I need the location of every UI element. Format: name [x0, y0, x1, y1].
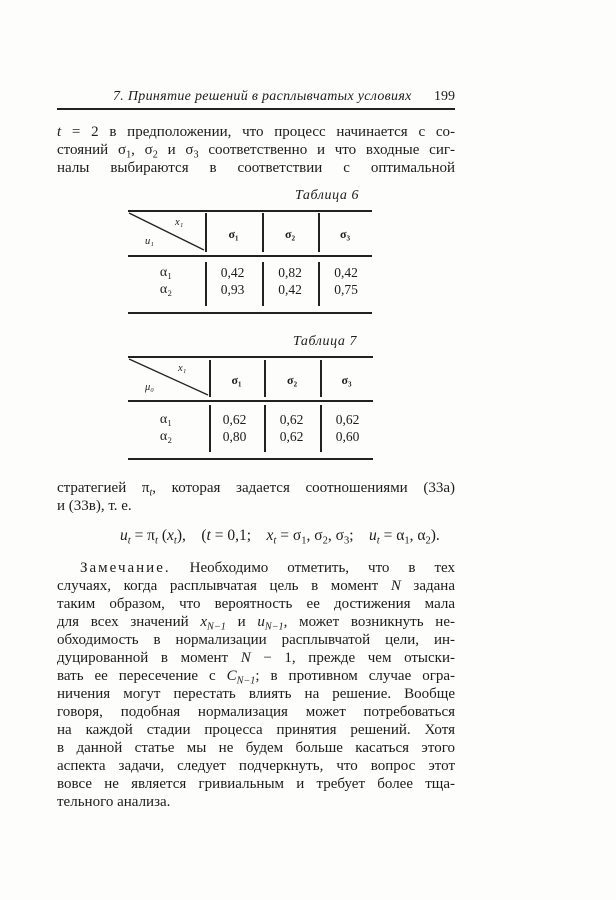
- table-corner-diagonal: [128, 210, 208, 256]
- text-line: [57, 159, 455, 177]
- text-run: u: [257, 614, 265, 630]
- text-run: 1: [126, 149, 132, 161]
- text-line: [57, 793, 455, 811]
- text-run: , σ: [327, 527, 344, 544]
- table-cell: 0,42: [334, 265, 358, 280]
- column-header: σ₃: [339, 227, 351, 241]
- text-run: в данной статье мы не будем больше касаться этого: [57, 740, 455, 756]
- corner-column-variable: x₁: [175, 217, 184, 228]
- text-run: = π: [130, 527, 156, 544]
- column-header: σ₁: [231, 373, 242, 387]
- text-run: t: [57, 124, 62, 140]
- text-run: ничения могут перестать влиять на решение. Вообще: [57, 686, 455, 702]
- text-run: = σ: [276, 527, 302, 544]
- table-cell: 0,62: [279, 429, 304, 444]
- text-line: [57, 577, 455, 595]
- text-run: t: [273, 535, 277, 547]
- text-run: t: [127, 535, 131, 547]
- text-line: [57, 595, 455, 613]
- table-caption: Таблица 7: [293, 334, 358, 349]
- text-run: = α: [379, 527, 405, 544]
- text-run: C: [226, 668, 237, 684]
- text-run: Замечание.: [80, 560, 171, 576]
- row-label: α₁: [159, 412, 173, 427]
- text-run: x: [167, 527, 174, 544]
- corner-row-variable: μ₀: [145, 382, 154, 393]
- text-line: [57, 757, 455, 775]
- table-6: [128, 210, 372, 315]
- text-line: [57, 613, 455, 631]
- column-header: σ₂: [286, 373, 298, 387]
- text-line: [57, 775, 455, 793]
- text-line: [57, 649, 455, 667]
- row-label: α₁: [159, 265, 173, 280]
- table-bottom-rule: [128, 312, 372, 314]
- text-run: 3: [343, 535, 350, 547]
- text-run: N−1: [207, 621, 226, 633]
- text-run: , σ: [131, 142, 153, 158]
- table-cell: 0,75: [334, 282, 358, 297]
- text-run: , может возникнуть не-: [283, 614, 455, 630]
- text-run: таким образом, что вероятность ее достижения мала: [57, 596, 455, 612]
- text-run: 2: [152, 149, 158, 161]
- text-run: вовсе не является гривиальным и требует более тща-: [57, 776, 455, 792]
- text-run: = 2 в предположении, что процесс начинается с со-: [61, 124, 455, 140]
- text-run: N−1: [264, 621, 284, 633]
- text-run: 2: [425, 535, 431, 547]
- text-run: t: [206, 527, 211, 544]
- text-run: на каждой стадии процесса принятия решений. Хотя: [57, 722, 455, 738]
- corner-column-variable: x₁: [178, 363, 187, 374]
- text-run: 1: [301, 535, 307, 547]
- text-run: 3: [193, 149, 199, 161]
- text-run: 1: [404, 535, 410, 547]
- text-run: и: [225, 614, 258, 630]
- running-header-title: 7. Принятие решений в расплывчатых условиях: [113, 89, 412, 104]
- text-run: стратегией π: [57, 480, 150, 496]
- text-run: налы выбираются в соответствии с оптимальной: [57, 160, 455, 176]
- text-run: , σ: [306, 527, 323, 544]
- table-bottom-rule: [128, 458, 373, 460]
- text-run: − 1, прежде чем отыски-: [250, 650, 455, 666]
- text-run: задана: [400, 578, 455, 594]
- text-run: стояний σ: [57, 142, 127, 158]
- text-run: u: [369, 527, 377, 544]
- table-7: [128, 356, 373, 461]
- header-rule: [57, 108, 455, 110]
- text-line: [57, 685, 455, 703]
- text-run: соответственно и что входные сиг-: [198, 142, 455, 158]
- corner-row-variable: u₁: [145, 236, 154, 247]
- text-line: [57, 721, 455, 739]
- text-run: Необходимо отметить, что в тех: [170, 560, 455, 576]
- text-run: N: [240, 650, 251, 666]
- row-label: α₂: [159, 282, 173, 297]
- text-run: ; в противном случае огра-: [255, 668, 455, 684]
- text-run: (: [157, 527, 167, 544]
- table-cell: 0,80: [222, 429, 247, 444]
- text-run: тельного анализа.: [57, 794, 171, 810]
- display-formula: [120, 527, 440, 545]
- table-cell: 0,93: [220, 282, 245, 297]
- text-run: вать ее пересечение с: [57, 668, 227, 684]
- text-line: [57, 141, 455, 159]
- text-run: ;: [349, 527, 370, 544]
- text-run: аспекта задачи, следует подчеркнуть, что вопрос этот: [57, 758, 455, 774]
- table-cell: 0,60: [335, 429, 360, 444]
- text-run: обходимость в нормализации расплывчатой цели, ин-: [57, 632, 455, 648]
- text-run: случаях, когда расплывчатая цель в момент: [57, 578, 391, 594]
- text-run: x: [266, 527, 274, 544]
- text-run: 2: [322, 535, 328, 547]
- table-cell: 0,62: [222, 412, 247, 427]
- column-header: σ₁: [228, 227, 239, 241]
- table-cell: 0,62: [279, 412, 304, 427]
- text-run: ).: [430, 527, 440, 544]
- text-run: , которая задается соотношениями (33а): [152, 480, 455, 496]
- text-line: [57, 123, 455, 141]
- text-run: u: [120, 527, 128, 544]
- table-cell: 0,82: [278, 265, 302, 280]
- text-run: x: [200, 614, 208, 630]
- table-cell: 0,62: [335, 412, 360, 427]
- table-corner-diagonal: [128, 356, 212, 402]
- text-run: ), (: [176, 527, 207, 544]
- text-line: [57, 497, 455, 515]
- text-run: t: [155, 535, 158, 547]
- text-run: и σ: [157, 142, 194, 158]
- table-caption: Таблица 6: [295, 188, 360, 203]
- text-run: и (33в), т. е.: [57, 498, 132, 514]
- text-run: = 0,1;: [210, 527, 267, 544]
- text-run: t: [173, 535, 177, 547]
- text-line: [57, 703, 455, 721]
- text-run: t: [376, 535, 380, 547]
- text-run: для всех значений: [57, 614, 201, 630]
- text-line: [57, 667, 455, 685]
- table-cell: 0,42: [278, 282, 302, 297]
- text-line: [57, 631, 455, 649]
- text-run: , α: [409, 527, 426, 544]
- text-run: говоря, подобная нормализация может потребоваться: [57, 704, 455, 720]
- text-line: [57, 739, 455, 757]
- text-run: дуцированной в момент: [57, 650, 241, 666]
- page-number: 199: [434, 89, 455, 104]
- row-label: α₂: [159, 429, 173, 444]
- text-run: t: [149, 487, 153, 499]
- text-line: [80, 559, 455, 577]
- table-cell: 0,42: [220, 265, 245, 280]
- text-line: [57, 479, 455, 497]
- text-run: N: [390, 578, 401, 594]
- column-header: σ₂: [284, 227, 296, 241]
- column-header: σ₃: [341, 373, 352, 387]
- text-run: N−1: [236, 675, 256, 687]
